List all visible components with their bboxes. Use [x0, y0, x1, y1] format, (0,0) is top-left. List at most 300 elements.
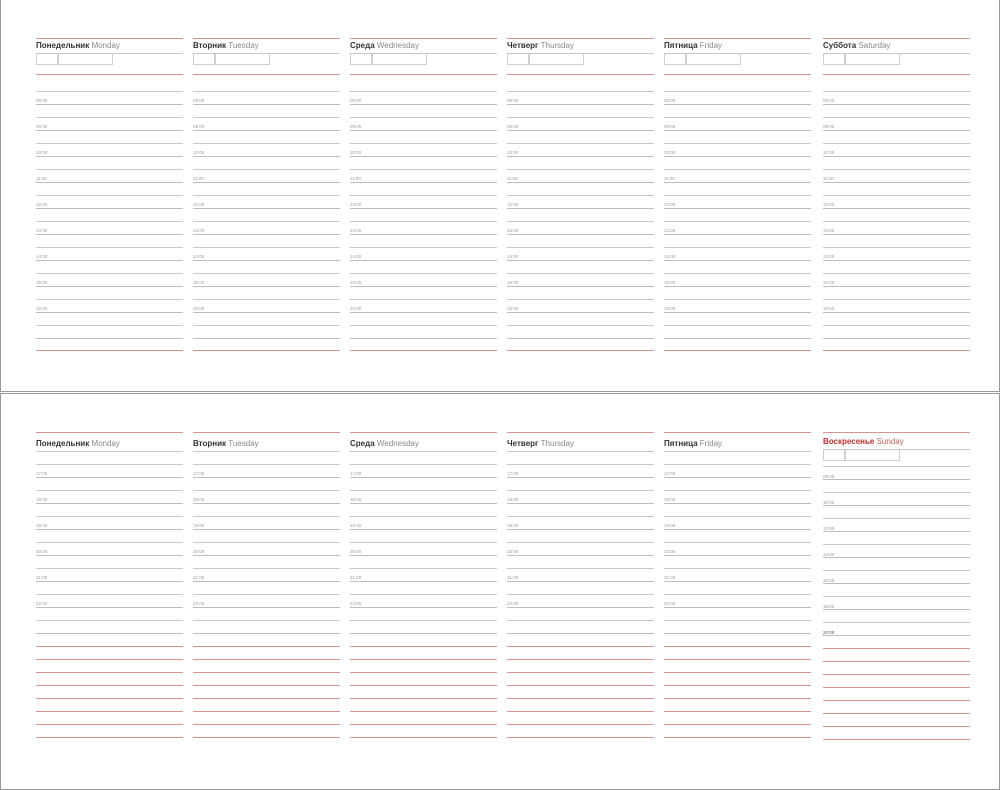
rule-line	[350, 74, 497, 75]
rule-line	[350, 659, 497, 660]
time-label: 10:00	[823, 150, 835, 155]
rule-line	[350, 711, 497, 712]
rule-line	[823, 143, 970, 144]
rule-line	[507, 555, 654, 556]
rule-line	[507, 104, 654, 105]
time-label: 12:00	[507, 202, 519, 207]
rule-line	[823, 117, 970, 118]
rule-line	[664, 685, 811, 686]
day-name-en: Tuesday	[228, 41, 259, 50]
rule-line	[350, 117, 497, 118]
rule-line	[507, 156, 654, 157]
rule-line	[823, 674, 970, 675]
time-label: 12:00	[823, 526, 835, 531]
rule-line	[350, 195, 497, 196]
day-name-ru: Среда	[350, 439, 375, 448]
rule-line	[507, 143, 654, 144]
rule-line	[664, 299, 811, 300]
rule-line	[350, 234, 497, 235]
rule-line	[823, 700, 970, 701]
day-column-monday	[36, 394, 183, 789]
time-label: 10:00	[36, 150, 48, 155]
rule-line	[193, 737, 340, 738]
time-label: 20:00	[823, 630, 835, 635]
date-day-box[interactable]	[823, 450, 845, 461]
rule-line	[823, 432, 970, 433]
rule-line	[664, 698, 811, 699]
rule-line	[664, 156, 811, 157]
rule-line	[350, 451, 497, 452]
rule-line	[664, 659, 811, 660]
rule-line	[36, 247, 183, 248]
day-name-ru: Четверг	[507, 41, 539, 50]
time-label: 13:00	[823, 228, 835, 233]
rule-line	[36, 737, 183, 738]
rule-line	[36, 529, 183, 530]
day-name-en: Wednesday	[376, 439, 419, 448]
rule-line	[507, 299, 654, 300]
time-label: 15:00	[823, 280, 835, 285]
rule-line	[823, 531, 970, 532]
time-label: 12:00	[664, 202, 676, 207]
rule-line	[823, 260, 970, 261]
rule-line	[350, 581, 497, 582]
rule-line	[664, 221, 811, 222]
rule-line	[823, 596, 970, 597]
rule-line	[350, 464, 497, 465]
rule-line	[507, 711, 654, 712]
rule-line	[507, 581, 654, 582]
rule-line	[36, 299, 183, 300]
rule-line	[823, 570, 970, 571]
day-name-ru: Вторник	[193, 41, 227, 50]
rule-line	[193, 195, 340, 196]
rule-line	[823, 648, 970, 649]
date-day-box[interactable]	[664, 54, 686, 65]
rule-line	[36, 672, 183, 673]
day-title	[36, 41, 120, 51]
time-label: 13:00	[507, 228, 519, 233]
rule-line	[823, 544, 970, 545]
rule-line	[36, 555, 183, 556]
rule-line	[507, 286, 654, 287]
rule-line	[507, 195, 654, 196]
rule-line	[823, 726, 970, 727]
rule-line	[823, 234, 970, 235]
rule-line	[193, 503, 340, 504]
rule-line	[193, 490, 340, 491]
rule-line	[350, 182, 497, 183]
rule-line	[36, 620, 183, 621]
rule-line	[350, 646, 497, 647]
rule-line	[350, 672, 497, 673]
date-month-box[interactable]	[215, 54, 270, 65]
time-label: 15:00	[350, 280, 362, 285]
date-month-box[interactable]	[686, 54, 741, 65]
rule-line	[193, 646, 340, 647]
day-name-ru: Среда	[350, 41, 375, 50]
rule-line	[664, 286, 811, 287]
date-month-box[interactable]	[845, 54, 900, 65]
rule-line	[350, 104, 497, 105]
time-label: 08:00	[36, 98, 48, 103]
date-day-box[interactable]	[823, 54, 845, 65]
rule-line	[36, 273, 183, 274]
rule-line	[36, 633, 183, 634]
rule-line	[823, 492, 970, 493]
day-name-en: Friday	[699, 41, 723, 50]
day-title	[664, 41, 722, 51]
day-column-wednesday	[350, 0, 497, 391]
day-title	[823, 437, 904, 447]
rule-line	[36, 38, 183, 39]
rule-line	[36, 74, 183, 75]
rule-line	[350, 143, 497, 144]
rule-line	[193, 38, 340, 39]
day-title	[193, 41, 259, 51]
rule-line	[36, 221, 183, 222]
rule-line	[507, 260, 654, 261]
rule-line	[664, 490, 811, 491]
rule-line	[193, 542, 340, 543]
time-label: 13:00	[193, 228, 205, 233]
rule-line	[664, 737, 811, 738]
date-day-box[interactable]	[350, 54, 372, 65]
rule-line	[350, 350, 497, 351]
day-column-tuesday	[193, 394, 340, 789]
rule-line	[193, 143, 340, 144]
rule-line	[193, 117, 340, 118]
time-label: 08:00	[350, 98, 362, 103]
rule-line	[664, 672, 811, 673]
time-label: 21:00	[193, 575, 205, 580]
rule-line	[664, 581, 811, 582]
rule-line	[507, 633, 654, 634]
rule-line	[350, 633, 497, 634]
rule-line	[507, 477, 654, 478]
rule-line	[193, 529, 340, 530]
time-label: 16:00	[823, 578, 835, 583]
rule-line	[193, 464, 340, 465]
rule-line	[193, 581, 340, 582]
rule-line	[507, 273, 654, 274]
day-name-en: Tuesday	[228, 439, 259, 448]
rule-line	[193, 91, 340, 92]
day-column-monday	[36, 0, 183, 391]
rule-line	[507, 91, 654, 92]
rule-line	[350, 490, 497, 491]
time-label: 09:00	[350, 124, 362, 129]
time-label: 17:00	[664, 471, 676, 476]
time-label: 10:00	[664, 150, 676, 155]
time-label: 08:00	[193, 98, 205, 103]
time-label: 20:00	[507, 549, 519, 554]
rule-line	[36, 516, 183, 517]
rule-line	[823, 286, 970, 287]
time-label: 18:00	[350, 497, 362, 502]
rule-line	[507, 568, 654, 569]
time-label: 10:00	[507, 150, 519, 155]
time-label: 12:00	[36, 202, 48, 207]
rule-line	[36, 143, 183, 144]
rule-line	[823, 104, 970, 105]
time-label: 08:00	[507, 98, 519, 103]
time-label: 17:00	[36, 471, 48, 476]
rule-line	[350, 698, 497, 699]
time-label: 17:00	[193, 471, 205, 476]
rule-line	[36, 104, 183, 105]
time-label: 22:00	[193, 601, 205, 606]
rule-line	[823, 74, 970, 75]
rule-line	[664, 117, 811, 118]
rule-line	[664, 464, 811, 465]
rule-line	[36, 542, 183, 543]
day-title	[350, 41, 419, 51]
time-label: 15:00	[193, 280, 205, 285]
rule-line	[193, 477, 340, 478]
day-name-ru: Пятница	[664, 439, 698, 448]
rule-line	[507, 247, 654, 248]
rule-line	[823, 687, 970, 688]
rule-line	[507, 646, 654, 647]
rule-line	[36, 325, 183, 326]
rule-line	[350, 607, 497, 608]
time-label: 10:00	[823, 500, 835, 505]
rule-line	[36, 451, 183, 452]
rule-line	[664, 260, 811, 261]
rule-line	[823, 273, 970, 274]
rule-line	[193, 260, 340, 261]
rule-line	[823, 182, 970, 183]
day-name-en: Monday	[91, 41, 120, 50]
rule-line	[664, 247, 811, 248]
rule-line	[507, 338, 654, 339]
rule-line	[350, 312, 497, 313]
time-label: 22:00	[36, 601, 48, 606]
day-title	[193, 439, 259, 449]
time-label: 19:00	[193, 523, 205, 528]
time-label: 12:00	[193, 202, 205, 207]
rule-line	[664, 130, 811, 131]
rule-line	[823, 156, 970, 157]
rule-line	[193, 724, 340, 725]
rule-line	[350, 568, 497, 569]
time-label: 18:00	[507, 497, 519, 502]
day-name-ru: Суббота	[823, 41, 857, 50]
rule-line	[507, 659, 654, 660]
planner-page-top	[0, 0, 1000, 392]
day-name-ru: Воскресенье	[823, 437, 875, 446]
rule-line	[664, 620, 811, 621]
rule-line	[664, 432, 811, 433]
rule-line	[507, 503, 654, 504]
rule-line	[664, 104, 811, 105]
rule-line	[664, 477, 811, 478]
time-label: 14:00	[193, 254, 205, 259]
time-label: 09:00	[507, 124, 519, 129]
time-label: 11:00	[664, 176, 675, 181]
rule-line	[193, 607, 340, 608]
rule-line	[823, 247, 970, 248]
rule-line	[193, 221, 340, 222]
day-name-ru: Четверг	[507, 439, 539, 448]
time-label: 14:00	[823, 254, 835, 259]
time-label: 16:00	[350, 306, 362, 311]
rule-line	[507, 117, 654, 118]
rule-line	[350, 169, 497, 170]
rule-line	[664, 724, 811, 725]
rule-line	[350, 208, 497, 209]
day-name-en: Friday	[699, 439, 723, 448]
rule-line	[507, 737, 654, 738]
rule-line	[350, 503, 497, 504]
time-label: 12:00	[823, 202, 835, 207]
rule-line	[664, 325, 811, 326]
rule-line	[36, 208, 183, 209]
day-name-en: Saturday	[858, 41, 891, 50]
time-label: 12:00	[350, 202, 362, 207]
date-day-box[interactable]	[193, 54, 215, 65]
rule-line	[823, 739, 970, 740]
rule-line	[664, 350, 811, 351]
rule-line	[36, 156, 183, 157]
rule-line	[507, 312, 654, 313]
time-label: 11:00	[507, 176, 518, 181]
rule-line	[350, 338, 497, 339]
time-label: 11:00	[193, 176, 204, 181]
rule-line	[36, 130, 183, 131]
rule-line	[664, 568, 811, 569]
rule-line	[193, 620, 340, 621]
time-label: 14:00	[36, 254, 48, 259]
day-name-en: Monday	[91, 439, 120, 448]
time-label: 22:00	[664, 601, 676, 606]
rule-line	[507, 542, 654, 543]
time-label: 10:00	[350, 150, 362, 155]
rule-line	[823, 299, 970, 300]
rule-line	[36, 646, 183, 647]
rule-line	[507, 607, 654, 608]
time-label: 19:00	[664, 523, 676, 528]
rule-line	[507, 698, 654, 699]
rule-line	[507, 724, 654, 725]
rule-line	[36, 182, 183, 183]
rule-line	[193, 711, 340, 712]
rule-line	[36, 581, 183, 582]
day-column-friday	[664, 394, 811, 789]
time-label: 11:00	[350, 176, 361, 181]
rule-line	[36, 711, 183, 712]
day-name-ru: Понедельник	[36, 439, 90, 448]
rule-line	[193, 130, 340, 131]
rule-line	[664, 38, 811, 39]
time-label: 09:00	[823, 124, 835, 129]
rule-line	[823, 557, 970, 558]
rule-line	[193, 234, 340, 235]
rule-line	[350, 737, 497, 738]
date-day-box[interactable]	[507, 54, 529, 65]
rule-line	[823, 583, 970, 584]
time-label: 13:00	[350, 228, 362, 233]
day-column-thursday	[507, 394, 654, 789]
rule-line	[36, 338, 183, 339]
date-month-box[interactable]	[58, 54, 113, 65]
time-label: 20:00	[664, 549, 676, 554]
rule-line	[664, 208, 811, 209]
rule-line	[193, 182, 340, 183]
time-label: 19:00	[350, 523, 362, 528]
time-label: 20:00	[350, 549, 362, 554]
rule-line	[36, 490, 183, 491]
time-label: 21:00	[664, 575, 676, 580]
time-label: 19:00	[36, 523, 48, 528]
rule-line	[507, 325, 654, 326]
day-name-en: Sunday	[876, 437, 904, 446]
planner-page-bottom	[0, 393, 1000, 790]
rule-line	[193, 685, 340, 686]
day-name-ru: Понедельник	[36, 41, 90, 50]
rule-line	[507, 432, 654, 433]
date-month-box[interactable]	[372, 54, 427, 65]
rule-line	[823, 91, 970, 92]
date-day-box[interactable]	[36, 54, 58, 65]
rule-line	[507, 594, 654, 595]
rule-line	[36, 698, 183, 699]
time-label: 18:00	[193, 497, 205, 502]
rule-line	[193, 516, 340, 517]
day-column-thursday	[507, 0, 654, 391]
rule-line	[664, 503, 811, 504]
time-label: 20:00	[36, 549, 48, 554]
rule-line	[350, 260, 497, 261]
rule-line	[823, 195, 970, 196]
rule-line	[507, 685, 654, 686]
rule-line	[823, 312, 970, 313]
rule-line	[823, 635, 970, 636]
time-label: 17:00	[507, 471, 519, 476]
rule-line	[193, 555, 340, 556]
rule-line	[823, 609, 970, 610]
rule-line	[350, 247, 497, 248]
rule-line	[507, 234, 654, 235]
time-label: 22:00	[350, 601, 362, 606]
rule-line	[36, 350, 183, 351]
rule-line	[507, 451, 654, 452]
rule-line	[823, 479, 970, 480]
rule-line	[193, 208, 340, 209]
rule-line	[664, 516, 811, 517]
time-label: 18:00	[36, 497, 48, 502]
rule-line	[36, 659, 183, 660]
time-label: 18:00	[823, 604, 835, 609]
rule-line	[36, 260, 183, 261]
day-title	[507, 41, 574, 51]
date-month-box[interactable]	[845, 450, 900, 461]
day-column-wednesday	[350, 394, 497, 789]
time-label: 14:00	[350, 254, 362, 259]
day-column-sunday	[823, 394, 970, 789]
date-month-box[interactable]	[529, 54, 584, 65]
rule-line	[350, 724, 497, 725]
rule-line	[350, 542, 497, 543]
time-label: 20:00	[193, 549, 205, 554]
rule-line	[823, 518, 970, 519]
rule-line	[36, 117, 183, 118]
rule-line	[350, 685, 497, 686]
rule-line	[350, 286, 497, 287]
day-title	[823, 41, 890, 51]
rule-line	[193, 156, 340, 157]
